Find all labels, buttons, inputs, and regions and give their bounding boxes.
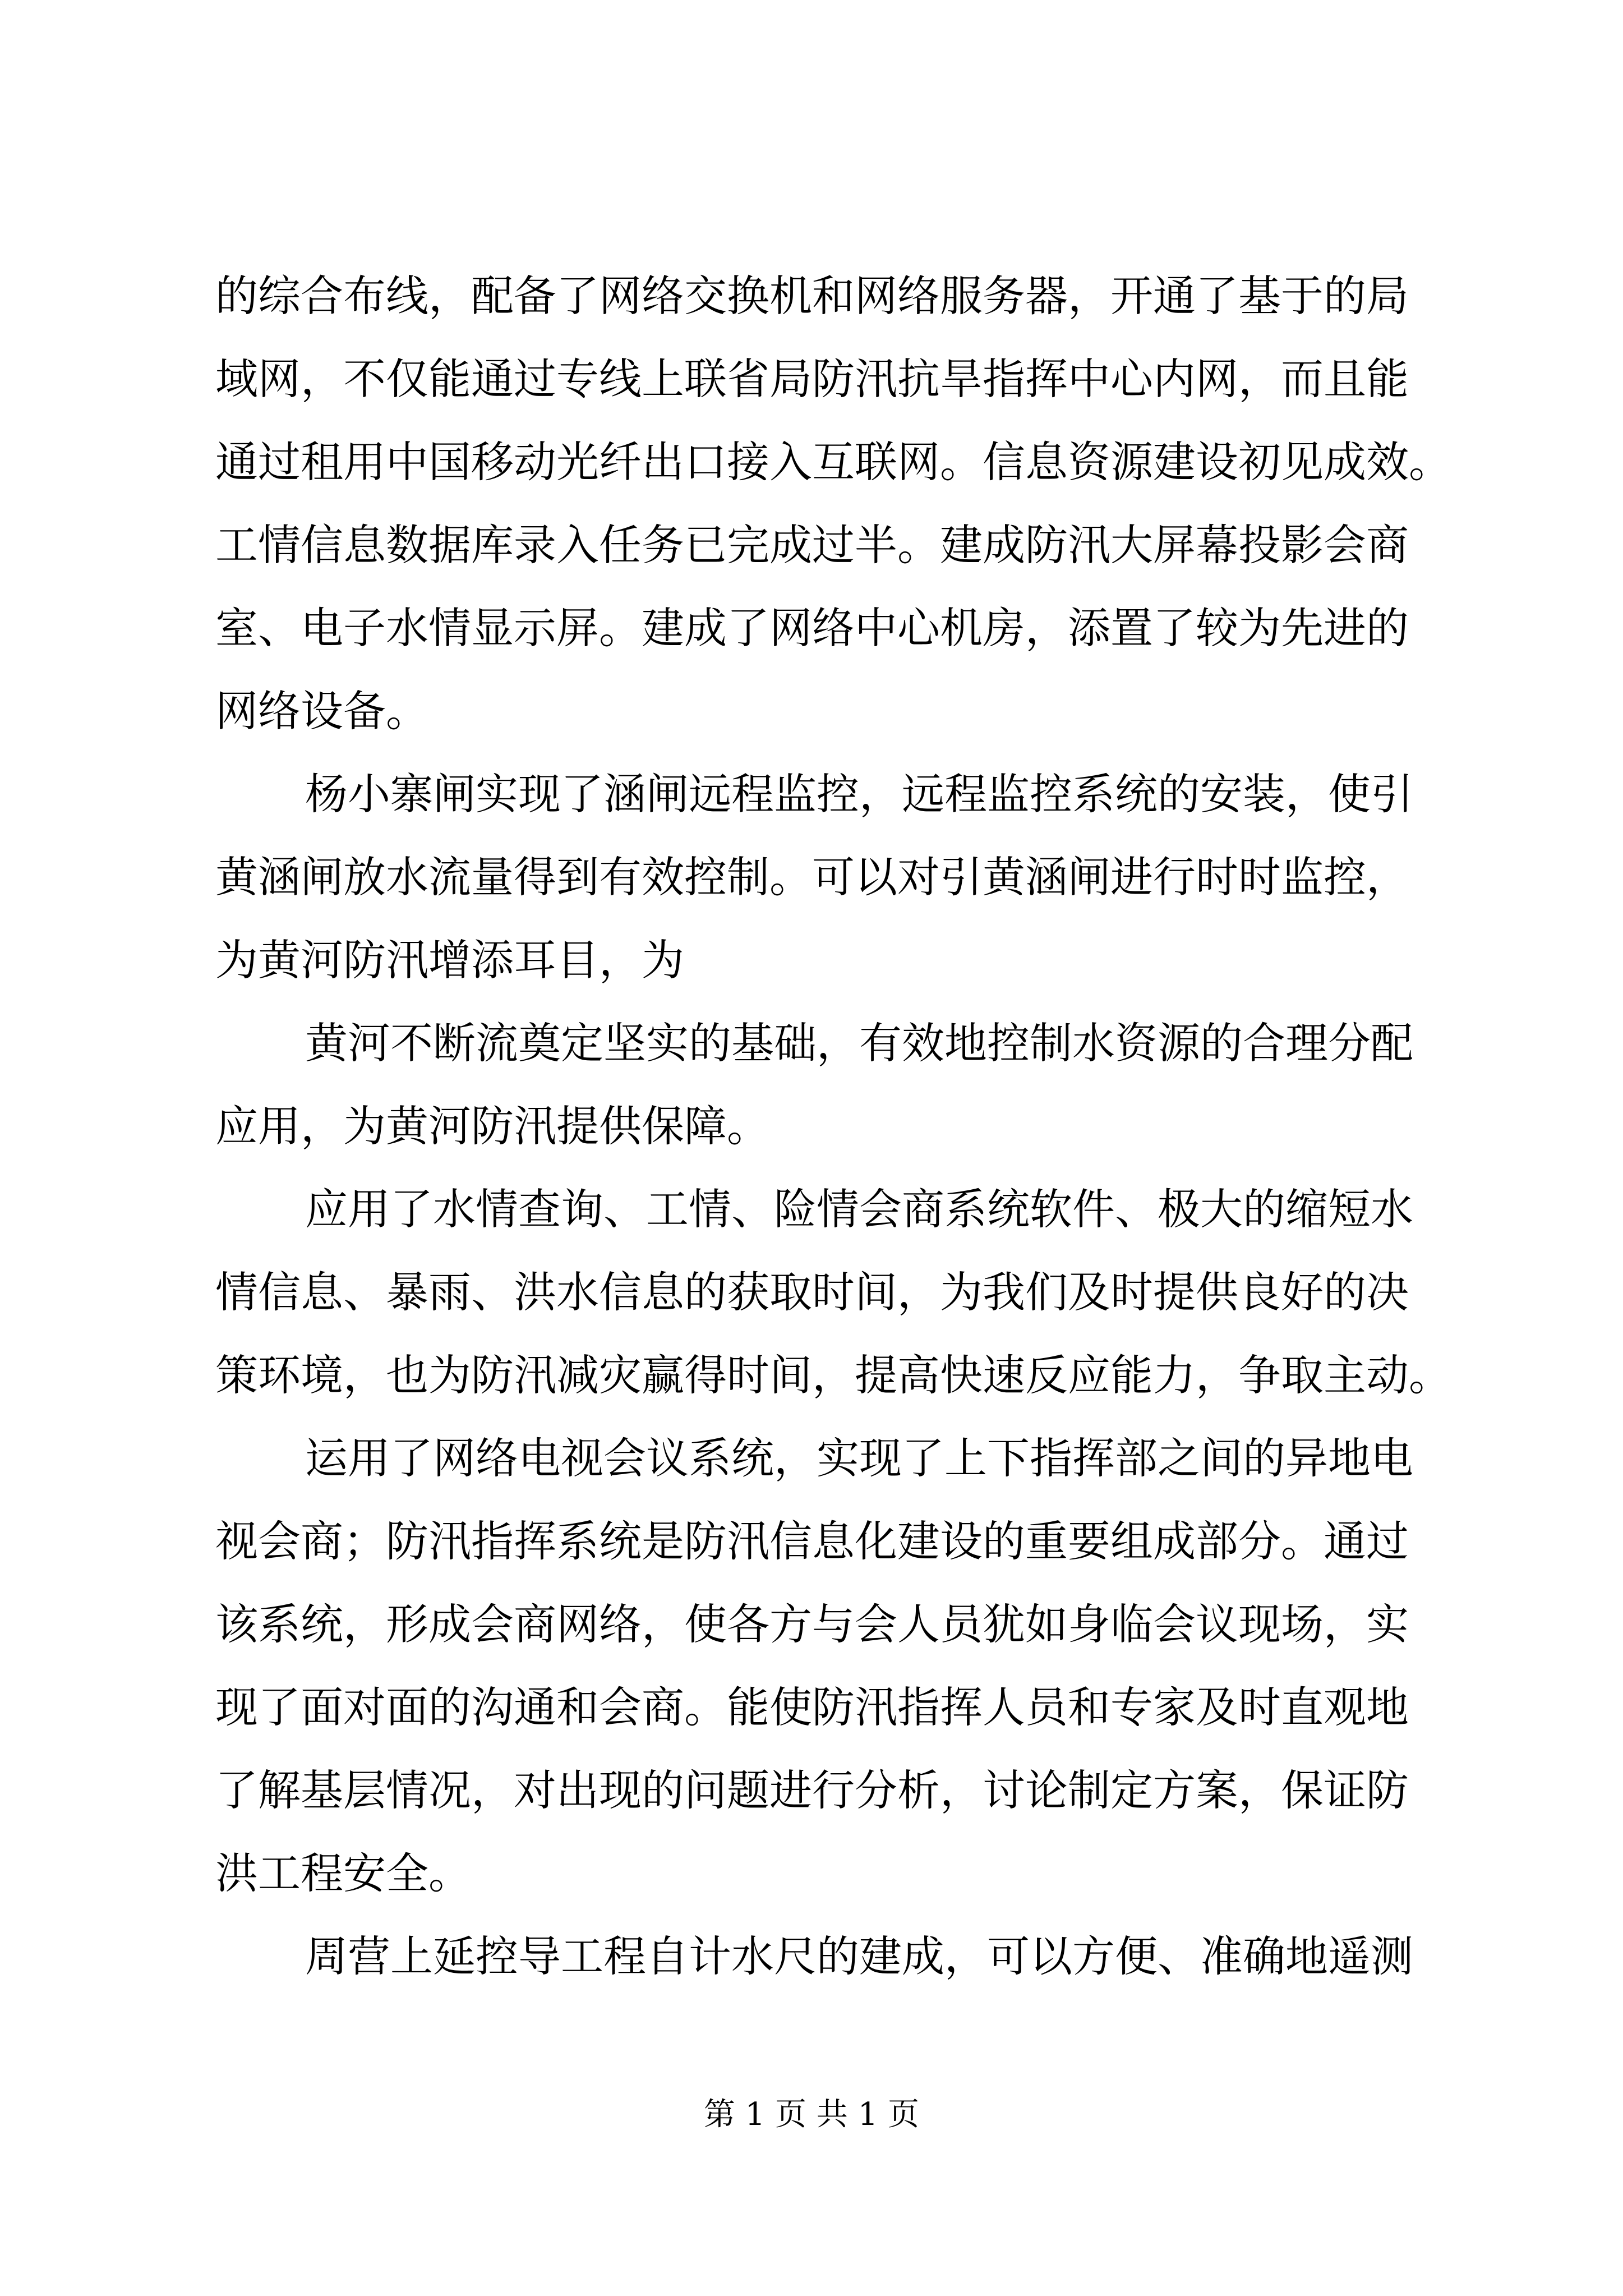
text-line: 的综合布线，配备了网络交换机和网络服务器，开通了基于的局 [215,271,1409,321]
text-line: 室、电子水情显示屏。建成了网络中心机房，添置了较为先进的 [215,603,1409,653]
text-line: 该系统，形成会商网络，使各方与会人员犹如身临会议现场，实 [215,1599,1409,1649]
text-line: 黄涵闸放水流量得到有效控制。可以对引黄涵闸进行时时监控， [215,852,1409,902]
text-line: 情信息、暴雨、洪水信息的获取时间，为我们及时提供良好的决 [215,1267,1409,1317]
text-line: 视会商；防汛指挥系统是防汛信息化建设的重要组成部分。通过 [215,1516,1409,1566]
page-footer: 第 1 页 共 1 页 [703,2096,920,2133]
document-body [215,257,1451,2052]
paragraph-first-line: 运用了网络电视会议系统，实现了上下指挥部之间的异地电 [305,1433,1413,1483]
paragraph-first-line: 黄河不断流奠定坚实的基础，有效地控制水资源的合理分配 [305,1018,1413,1068]
text-line: 了解基层情况，对出现的问题进行分析，讨论制定方案，保证防 [215,1765,1409,1815]
text-line: 洪工程安全。 [215,1848,471,1898]
text-line: 为黄河防汛增添耳目，为 [215,935,684,985]
text-line: 通过租用中国移动光纤出口接入互联网。信息资源建设初见成效。 [215,437,1451,487]
text-line: 域网，不仅能通过专线上联省局防汛抗旱指挥中心内网，而且能 [215,354,1409,404]
text-line: 应用，为黄河防汛提供保障。 [215,1101,769,1151]
paragraph-first-line: 应用了水情查询、工情、险情会商系统软件、极大的缩短水 [305,1184,1413,1234]
paragraph-first-line: 周营上延控导工程自计水尺的建成，可以方便、准确地遥测 [305,1931,1413,1981]
text-line: 现了面对面的沟通和会商。能使防汛指挥人员和专家及时直观地 [215,1682,1409,1732]
paragraph-first-line: 杨小寨闸实现了涵闸远程监控，远程监控系统的安装，使引 [305,769,1413,819]
text-line: 网络设备。 [215,686,428,736]
text-line: 工情信息数据库录入任务已完成过半。建成防汛大屏幕投影会商 [215,520,1409,570]
text-line: 策环境，也为防汛减灾赢得时间，提高快速反应能力，争取主动。 [215,1350,1451,1400]
